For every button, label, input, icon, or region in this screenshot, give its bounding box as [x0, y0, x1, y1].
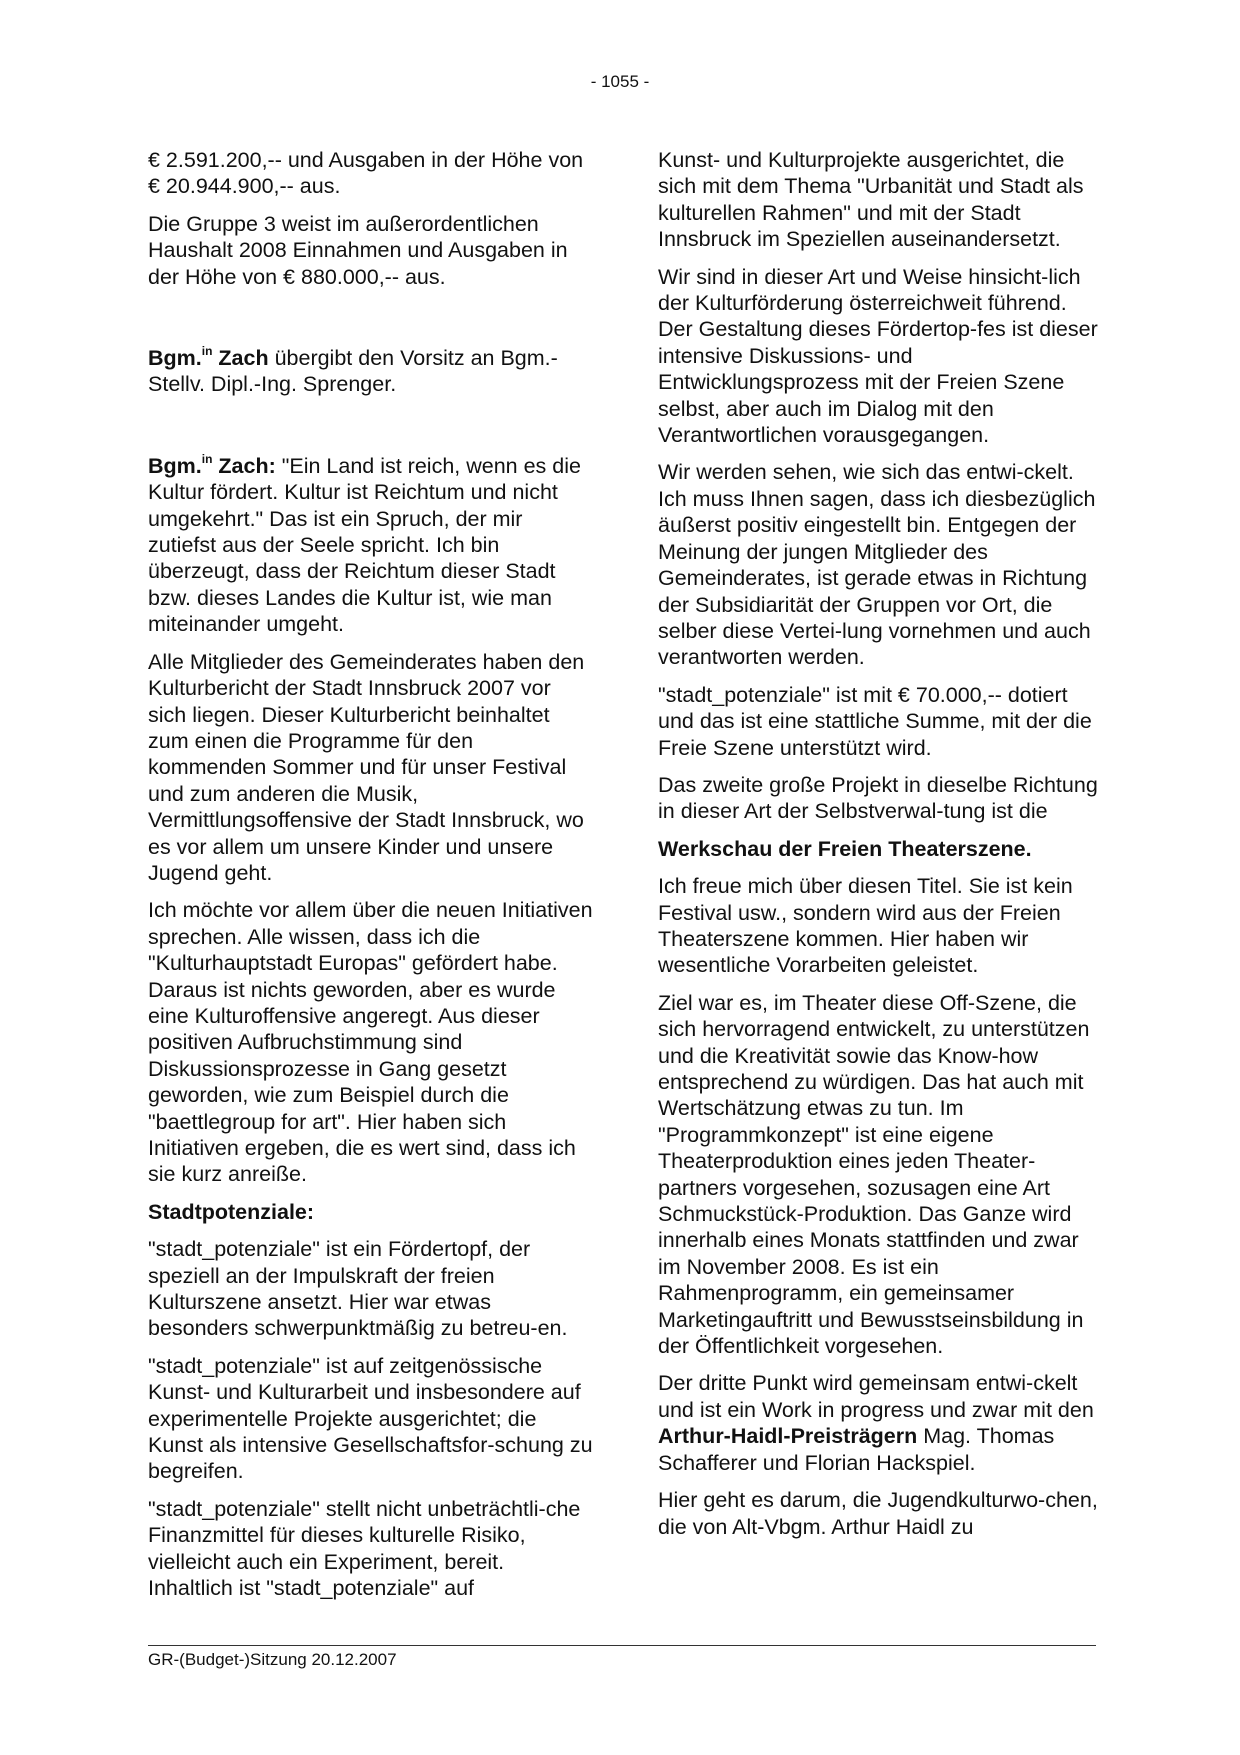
paragraph: Hier geht es darum, die Jugendkulturwo-chen, die von Alt-Vbgm. Arthur Haidl zu [658, 1488, 1098, 1539]
paragraph-speech [148, 453, 593, 638]
paragraph-prize [658, 1370, 1103, 1476]
speaker-title-sup: in [201, 343, 213, 358]
paragraph: Die Gruppe 3 weist im außerordentlichen Haushalt 2008 Einnahmen und Ausgaben in der Höhe von € 880.000,-- aus. [148, 211, 568, 289]
paragraph-speaker-handover [148, 345, 593, 398]
prize-name: Arthur-Haidl-Preisträgern [658, 1424, 918, 1449]
paragraph: Ich möchte vor allem über die neuen Initiativen sprechen. Alle wissen, dass ich die "Kulturhauptstadt Europas" gefördert habe. Daraus ist nichts geworden, aber es wurde eine Kulturoffensive angeregt. Aus dieser positiven Aufbruchstimmung sind Diskussionsprozesse in Gang gesetzt geworden, wie zum Beispiel durch die "baettlegroup for art". Hier haben sich Initiativen ergeben, die es wert sind, dass ich sie kurz anreiße. [148, 898, 593, 1187]
section-heading: Stadtpotenziale: [148, 1199, 315, 1224]
left-column [148, 147, 593, 1613]
right-column [658, 147, 1103, 1551]
paragraph-text: "Ein Land ist reich, wenn es die Kultur fördert. Kultur ist Reichtum und nicht umgekehrt." Das ist ein Spruch, der mir zutiefst aus der Seele spricht. Ich bin überzeugt, dass der Reichtum dieser Stadt bzw. dieses Landes die Kultur ist, wie man miteinander umgeht. [148, 453, 581, 637]
paragraph-text: Mag. Thomas Schafferer und Florian Hackspiel. [658, 1424, 1055, 1475]
paragraph: Ziel war es, im Theater diese Off-Szene, die sich hervorragend entwickelt, zu unterstützen und die Kreativität sowie das Know-how entsprechend zu würdigen. Das hat auch mit Wertschätzung etwas zu tun. Im "Programmkonzept" ist eine eigene Theaterproduktion eines jeden Theater-partners vorgesehen, sozusagen eine Art Schmuckstück-Produktion. Das Ganze wird innerhalb eines Monats stattfinden und zwar im November 2008. Es ist ein Rahmenprogramm, ein gemeinsamer Marketingauftritt und Bewusstseinsbildung in der Öffentlichkeit vorgesehen. [658, 990, 1090, 1359]
paragraph-text: übergibt den Vorsitz an Bgm.-Stellv. Dipl.-Ing. Sprenger. [148, 346, 558, 397]
paragraph: Das zweite große Projekt in dieselbe Richtung in dieser Art der Selbstverwal-tung ist die [658, 772, 1098, 824]
paragraph: "stadt_potenziale" ist auf zeitgenössische Kunst- und Kulturarbeit und insbesondere auf experimentelle Projekte ausgerichtet; die Kunst als intensive Gesellschaftsfor-schung zu begreifen. [148, 1353, 593, 1484]
paragraph: Alle Mitglieder des Gemeinderates haben den Kulturbericht der Stadt Innsbruck 2007 vor sich liegen. Dieser Kulturbericht beinhaltet zum einen die Programme für den kommenden Sommer und für unser Festival und zum anderen die Musik, Vermittlungsoffensive der Stadt Innsbruck, wo es vor allem um unsere Kinder und unsere Jugend geht. [148, 649, 585, 885]
paragraph: Wir werden sehen, wie sich das entwi-ckelt. Ich muss Ihnen sagen, dass ich diesbezüglich äußerst positiv eingestellt bin. Entgegen der Meinung der jungen Mitglieder des Gemeinderates, ist gerade etwas in Richtung der Subsidiarität der Gruppen vor Ort, die selber diese Vertei-lung vornehmen und auch verantworten werden. [658, 460, 1096, 670]
paragraph: Ich freue mich über diesen Titel. Sie ist kein Festival usw., sondern wird aus der Freien Theaterszene kommen. Hier haben wir wesentliche Vorarbeiten geleistet. [658, 874, 1073, 978]
section-heading: Werkschau der Freien Theaterszene. [658, 836, 1032, 861]
speaker-title: Bgm. [148, 453, 202, 478]
paragraph-text: Der dritte Punkt wird gemeinsam entwi-ckelt und ist ein Work in progress und zwar mit den [658, 1371, 1094, 1422]
paragraph: € 2.591.200,-- und Ausgaben in der Höhe von € 20.944.900,-- aus. [148, 148, 584, 199]
paragraph: "stadt_potenziale" ist ein Fördertopf, der speziell an der Impulskraft der freien Kulturszene ansetzt. Hier war etwas besonders schwerpunktmäßig zu betreu-en. [148, 1237, 568, 1341]
speaker-name: Zach: [218, 453, 276, 478]
footer: GR-(Budget-)Sitzung 20.12.2007 [148, 1650, 397, 1669]
speaker-title: Bgm. [148, 346, 202, 371]
speaker-name: Zach [218, 346, 269, 371]
speaker-title-sup: in [201, 451, 213, 466]
footer-rule [148, 1645, 1096, 1646]
page-number: - 1055 - [590, 72, 650, 91]
paragraph: Kunst- und Kulturprojekte ausgerichtet, die sich mit dem Thema "Urbanität und Stadt als kulturellen Rahmen" und mit der Stadt Innsbruck im Speziellen auseinandersetzt. [658, 148, 1084, 252]
paragraph: "stadt_potenziale" ist mit € 70.000,-- dotiert und das ist eine stattliche Summe, mit der die Freie Szene unterstützt wird. [658, 682, 1092, 760]
paragraph: Wir sind in dieser Art und Weise hinsicht-lich der Kulturförderung österreichweit führend. Der Gestaltung dieses Fördertop-fes ist dieser intensive Diskussions- und Entwicklungsprozess mit der Freien Szene selbst, aber auch im Dialog mit den Verantwortlichen vorausgegangen. [658, 264, 1098, 448]
paragraph: "stadt_potenziale" stellt nicht unbeträchtli-che Finanzmittel für dieses kulturelle Risiko, vielleicht auch ein Experiment, bereit. Inhaltlich ist "stadt_potenziale" auf [148, 1496, 581, 1601]
